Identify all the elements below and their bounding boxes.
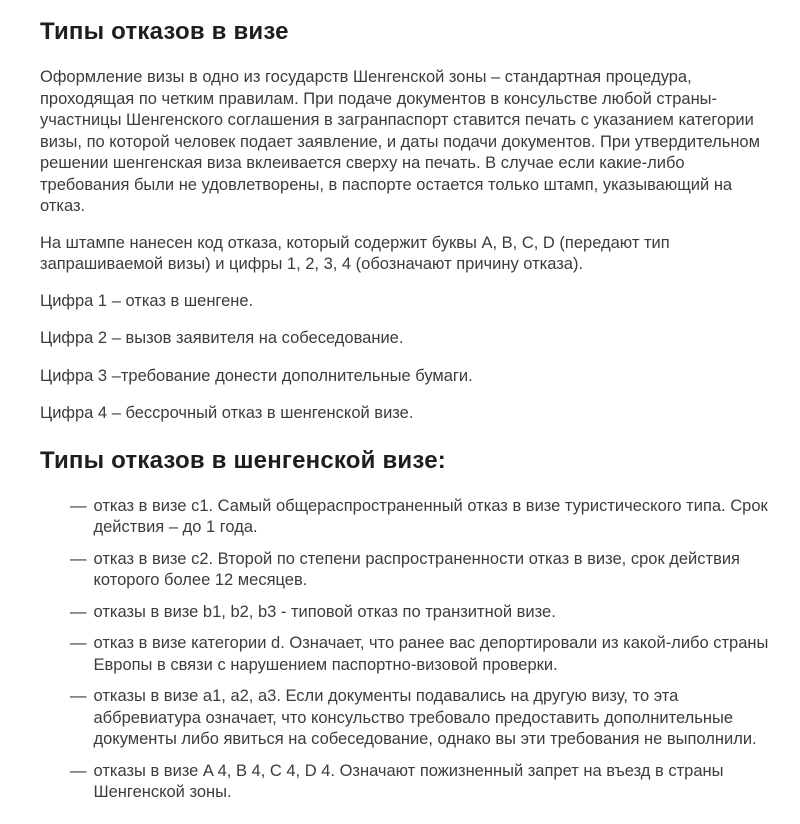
list-item bbox=[70, 761, 770, 804]
digit-line-3: Цифра 3 –требование донести дополнительные бумаги. bbox=[40, 366, 473, 385]
refusal-types-list bbox=[70, 496, 770, 804]
list-item bbox=[70, 686, 770, 751]
intro-paragraph: Оформление визы в одно из государств Шенгенской зоны – стандартная процедура, проходящая по четким правилам. При подаче документов в консульстве любой страны-участницы Шенгенского соглашения в загранпаспорт ставится печать с указанием категории визы, по которой человек подает заявление, и даты подачи документов. При утвердительном решении шенгенская виза вклеивается сверху на печать. В случае если какие-либо требования были не удовлетворены, в паспорте остается только штамп, указывающий на отказ. bbox=[40, 68, 760, 215]
list-item bbox=[70, 633, 770, 676]
dash-bullet: — bbox=[70, 496, 87, 515]
digit-line-4: Цифра 4 – бессрочный отказ в шенгенской визе. bbox=[40, 404, 414, 422]
list-item bbox=[70, 602, 770, 624]
section-title: Типы отказов в шенгенской визе: bbox=[40, 446, 446, 474]
digit-line-2: Цифра 2 – вызов заявителя на собеседование. bbox=[40, 329, 404, 347]
list-item-text: отказы в визе A 4, B 4, C 4, D 4. Означают пожизненный запрет на въезд в страны Шенгенской зоны. bbox=[93, 761, 724, 801]
page-title: Типы отказов в визе bbox=[40, 18, 289, 45]
list-item-text: отказ в визе категории d. Означает, что ранее вас депортировали из какой-либо страны Европы в связи с нарушением паспортно-визовой проверки. bbox=[93, 634, 769, 674]
dash-bullet: — bbox=[70, 549, 87, 568]
list-item-text: отказы в визе a1, a2, a3. Если документы подавались на другую визу, то эта аббревиатура означает, что консульство требовало предоставить дополнительные документы либо явиться на собеседование, однако вы эти требования не выполнили. bbox=[93, 687, 757, 748]
list-item-text: отказ в визе c1. Самый общераспространенный отказ в визе туристического типа. Срок действия – до 1 года. bbox=[93, 496, 768, 536]
digit-line-1: Цифра 1 – отказ в шенгене. bbox=[40, 291, 254, 310]
list-item-text: отказ в визе c2. Второй по степени распространенности отказ в визе, срок действия которого более 12 месяцев. bbox=[93, 549, 740, 589]
dash-bullet: — bbox=[70, 761, 87, 780]
list-item bbox=[70, 549, 770, 592]
list-item-text: отказы в визе b1, b2, b3 - типовой отказ по транзитной визе. bbox=[93, 602, 556, 621]
dash-bullet: — bbox=[70, 687, 87, 705]
dash-bullet: — bbox=[70, 634, 87, 652]
stamp-code-paragraph: На штампе нанесен код отказа, который содержит буквы A, B, C, D (передают тип запрашиваемой визы) и цифры 1, 2, 3, 4 (обозначают причину отказа). bbox=[40, 233, 670, 273]
list-item bbox=[70, 496, 770, 539]
dash-bullet: — bbox=[70, 602, 87, 621]
